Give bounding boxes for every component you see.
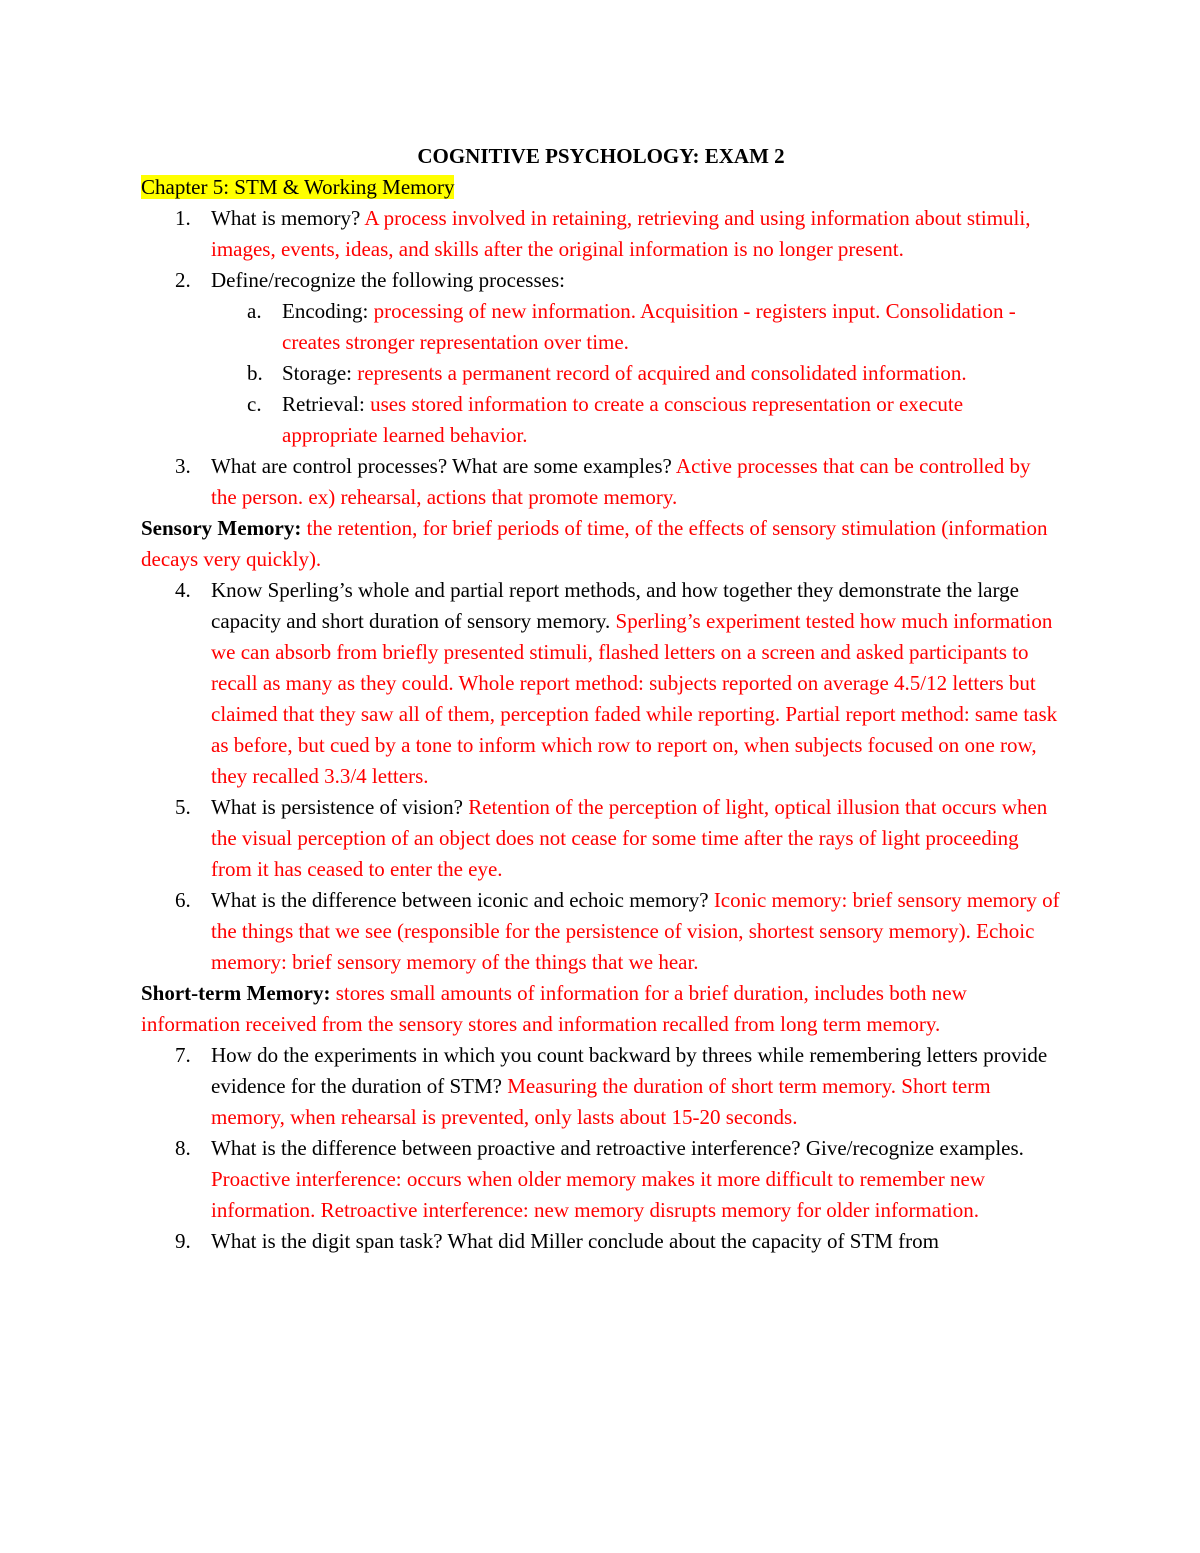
question-6: 6. What is the difference between iconic and echoic memory? Iconic memory: brief sensory memory of the things that we see (responsible for the persistence of vision, shortest sensory memory). Echoic memory: brief sensory memory of the things that we hear.	[175, 888, 1060, 974]
section-label: Short-term Memory:	[141, 981, 331, 1005]
document-title: COGNITIVE PSYCHOLOGY: EXAM 2	[417, 144, 785, 168]
question-7: 7. How do the experiments in which you count backward by threes while remembering letters provide evidence for the duration of STM? Measuring the duration of short term memory. Short term memory, when rehearsal is prevented, only lasts about 15-20 seconds.	[175, 1043, 1048, 1129]
question-8: 8. What is the difference between proactive and retroactive interference? Give/recognize examples. Proactive interference: occurs when older memory makes it more difficult to remember new information. Retroactive interference: new memory disrupts memory for older information.	[175, 1136, 1024, 1222]
answer-text: represents a permanent record of acquired and consolidated information.	[357, 361, 967, 385]
short-term-memory-definition	[141, 978, 1061, 1040]
answer-text: Measuring the duration of short term memory. Short term memory, when rehearsal is prevented, only lasts about 15-20 seconds.	[211, 1074, 991, 1129]
answer-text: Retention of the perception of light, optical illusion that occurs when the visual perception of an object does not cease for some time after the rays of light proceeding from it has ceased to enter the eye.	[211, 795, 1048, 881]
question-text: What is persistence of vision?	[211, 795, 469, 819]
question-4: 4. Know Sperling’s whole and partial report methods, and how together they demonstrate the large capacity and short duration of sensory memory. Sperling’s experiment tested how much information we can absorb from briefly presented stimuli, flashed letters on a screen and asked participants to recall as many as they could. Whole report method: subjects reported on average 4.5/12 letters but claimed that they saw all of them, perception faded while reporting. Partial report method: same task as before, but cued by a tone to inform which row to report on, when subjects focused on one row, they recalled 3.3/4 letters.	[175, 578, 1058, 788]
answer-text: Proactive interference: occurs when older memory makes it more difficult to remember new information. Retroactive interference: new memory disrupts memory for older information.	[211, 1167, 985, 1222]
question-text: What is memory?	[211, 206, 365, 230]
question-text: What is the digit span task? What did Miller conclude about the capacity of STM from	[211, 1229, 940, 1253]
question-9: 9. What is the digit span task? What did Miller conclude about the capacity of STM from	[175, 1229, 940, 1253]
question-5: 5. What is persistence of vision? Retention of the perception of light, optical illusion that occurs when the visual perception of an object does not cease for some time after the rays of light proceeding from it has ceased to enter the eye.	[175, 795, 1048, 881]
question-text: What is the difference between proactive and retroactive interference? Give/recognize examples.	[211, 1136, 1024, 1160]
answer-text: processing of new information. Acquisition - registers input. Consolidation - creates stronger representation over time.	[282, 299, 1016, 354]
question-text: Define/recognize the following processes:	[211, 268, 565, 292]
answer-text: Sperling’s experiment tested how much information we can absorb from briefly presented stimuli, flashed letters on a screen and asked participants to recall as many as they could. Whole report method: subjects reported on average 4.5/12 letters but claimed that they saw all of them, perception faded while reporting. Partial report method: same task as before, but cued by a tone to inform which row to report on, when subjects focused on one row, they recalled 3.3/4 letters.	[211, 609, 1058, 788]
chapter-heading	[141, 172, 1061, 203]
answer-text: A process involved in retaining, retrieving and using information about stimuli, images, events, ideas, and skills after the original information is no longer present.	[211, 206, 1031, 261]
term: Encoding:	[282, 299, 374, 323]
definition-text: the retention, for brief periods of time, of the effects of sensory stimulation (information decays very quickly).	[141, 516, 1048, 571]
question-3: 3. What are control processes? What are some examples? Active processes that can be controlled by the person. ex) rehearsal, actions that promote memory.	[175, 454, 1031, 509]
question-text: What is the difference between iconic and echoic memory?	[211, 888, 714, 912]
question-text: What are control processes? What are some examples?	[211, 454, 676, 478]
document-content	[141, 141, 1061, 1257]
term: Retrieval:	[282, 392, 371, 416]
question-text: How do the experiments in which you count backward by threes while remembering letters provide evidence for the duration of STM?	[211, 1043, 1048, 1098]
term: Storage:	[282, 361, 358, 385]
question-2: 2. Define/recognize the following processes:	[175, 268, 565, 292]
chapter-heading-highlight: Chapter 5: STM & Working Memory	[141, 175, 455, 199]
definition-text: stores small amounts of information for a brief duration, includes both new information received from the sensory stores and information recalled from long term memory.	[141, 981, 967, 1036]
question-1: 1. What is memory? A process involved in retaining, retrieving and using information about stimuli, images, events, ideas, and skills after the original information is no longer present.	[175, 206, 1031, 261]
question-text: Know Sperling’s whole and partial report methods, and how together they demonstrate the large capacity and short duration of sensory memory.	[211, 578, 1019, 633]
section-label: Sensory Memory:	[141, 516, 302, 540]
sensory-memory-definition	[141, 513, 1061, 575]
answer-text: Active processes that can be controlled by the person. ex) rehearsal, actions that promote memory.	[211, 454, 1031, 509]
sub-item-encoding: a. Encoding: processing of new information. Acquisition - registers input. Consolidation - creates stronger representation over time.	[247, 299, 1016, 354]
sub-item-retrieval: c. Retrieval: uses stored information to create a conscious representation or execute appropriate learned behavior.	[247, 392, 964, 447]
answer-text: Iconic memory: brief sensory memory of the things that we see (responsible for the persistence of vision, shortest sensory memory). Echoic memory: brief sensory memory of the things that we hear.	[211, 888, 1060, 974]
answer-text: uses stored information to create a conscious representation or execute appropriate learned behavior.	[282, 392, 964, 447]
sub-item-storage: b. Storage: represents a permanent record of acquired and consolidated information.	[247, 361, 967, 385]
